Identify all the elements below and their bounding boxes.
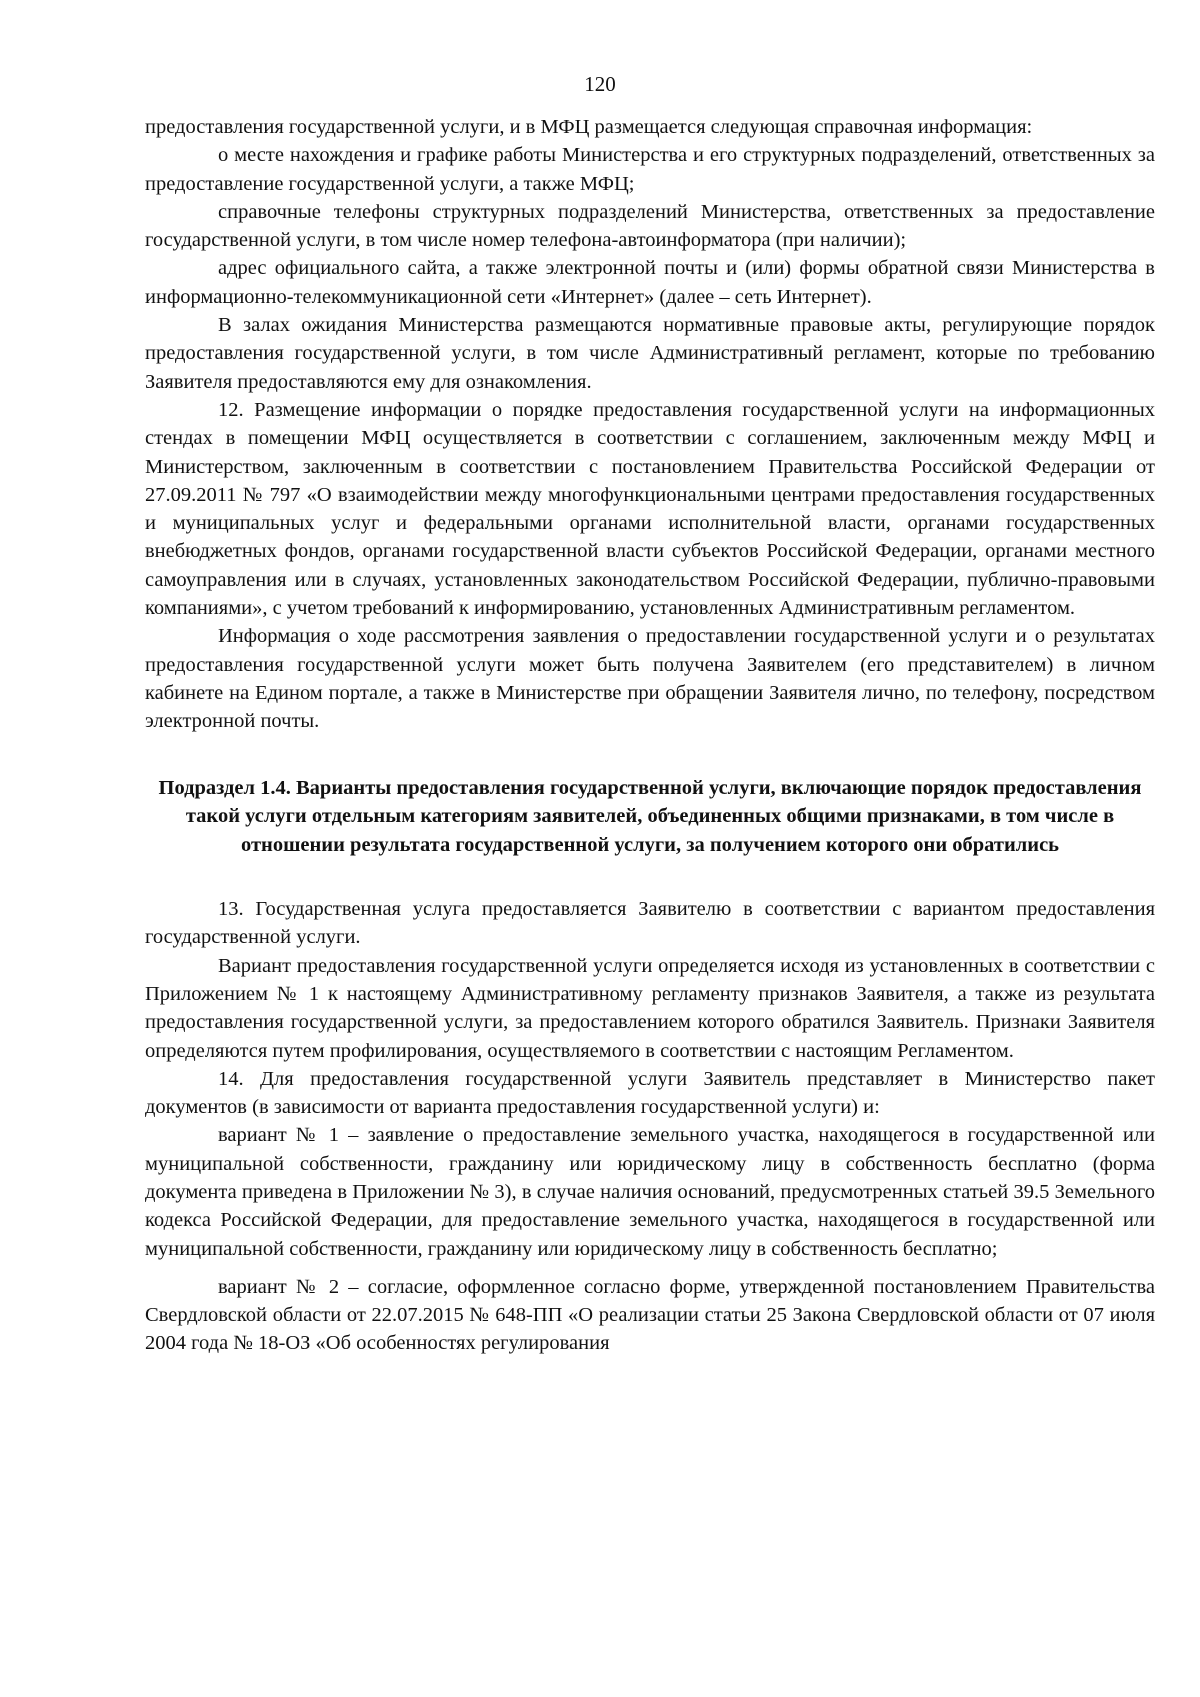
page-number: 120 <box>584 72 616 96</box>
section-heading: Подраздел 1.4. Варианты предоставления государственной услуги, включающие порядок предоставления такой услуги отдельным категориям заявителей, объединенных общими признаками, в том числе в отношении результата государственной услуги, за получением которого они обратились <box>158 776 1142 856</box>
paragraph-location-info: о месте нахождения и графике работы Министерства и его структурных подразделений, ответственных за предоставление государственной услуги, а также МФЦ; <box>145 144 1155 195</box>
paragraph-item-12: 12. Размещение информации о порядке предоставления государственной услуги на информационных стендах в помещении МФЦ осуществляется в соответствии с соглашением, заключенным между МФЦ и Министерством, заключенным в соответствии с постановлением Правительства Российской Федерации от 27.09.2011 № 797 «О взаимодействии между многофункциональными центрами предоставления государственных и муниципальных услуг и федеральными органами исполнительной власти, органами государственных внебюджетных фондов, органами государственной власти субъектов Российской Федерации, органами местного самоуправления или в случаях, установленных законодательством Российской Федерации, публично-правовыми компаниями», с учетом требований к информированию, установленных Административным регламентом. <box>145 398 1155 620</box>
document-body <box>145 113 1155 1358</box>
paragraph-variant-definition: Вариант предоставления государственной услуги определяется исходя из установленных в соответствии с Приложением № 1 к настоящему Административному регламенту признаков Заявителя, а также из результата предоставления государственной услуги, за предоставлением которого обратился Заявитель. Признаки Заявителя определяются путем профилирования, осуществляемого в соответствии с настоящим Регламентом. <box>145 954 1155 1062</box>
paragraph-item-13: 13. Государственная услуга предоставляется Заявителю в соответствии с вариантом предоставления государственной услуги. <box>145 898 1155 949</box>
paragraph-continuation: предоставления государственной услуги, и в МФЦ размещается следующая справочная информация: <box>145 116 1033 138</box>
paragraph-progress-info: Информация о ходе рассмотрения заявления о предоставлении государственной услуги и о результатах предоставления государственной услуги может быть получена Заявителем (его представителем) в личном кабинете на Едином портале, а также в Министерстве при обращении Заявителя лично, по телефону, посредством электронной почты. <box>145 625 1155 733</box>
paragraph-waiting-halls: В залах ожидания Министерства размещаются нормативные правовые акты, регулирующие порядок предоставления государственной услуги, в том числе Административный регламент, которые по требованию Заявителя предоставляются ему для ознакомления. <box>145 314 1155 393</box>
paragraph-item-14: 14. Для предоставления государственной услуги Заявитель представляет в Министерство пакет документов (в зависимости от варианта предоставления государственной услуги) и: <box>145 1067 1155 1119</box>
paragraph-variant-1: вариант № 1 – заявление о предоставление земельного участка, находящегося в государственной или муниципальной собственности, гражданину или юридическому лицу в собственность бесплатно (форма документа приведена в Приложении № 3), в случае наличия оснований, предусмотренных статьей 39.5 Земельного кодекса Российской Федерации, для предоставление земельного участка, находящегося в государственной или муниципальной собственности, гражданину или юридическому лицу в собственность бесплатно; <box>145 1124 1155 1260</box>
paragraph-phones-info: справочные телефоны структурных подразделений Министерства, ответственных за предоставление государственной услуги, в том числе номер телефона-автоинформатора (при наличии); <box>145 200 1155 252</box>
paragraph-variant-2: вариант № 2 – согласие, оформленное согласно форме, утвержденной постановлением Правительства Свердловской области от 22.07.2015 № 648-ПП «О реализации статьи 25 Закона Свердловской области от 07 июля 2004 года № 18-ОЗ «Об особенностях регулирования <box>145 1275 1155 1355</box>
paragraph-website-info: адрес официального сайта, а также электронной почты и (или) формы обратной связи Министерства в информационно-телекоммуникационной сети «Интернет» (далее – сеть Интернет). <box>145 257 1155 308</box>
